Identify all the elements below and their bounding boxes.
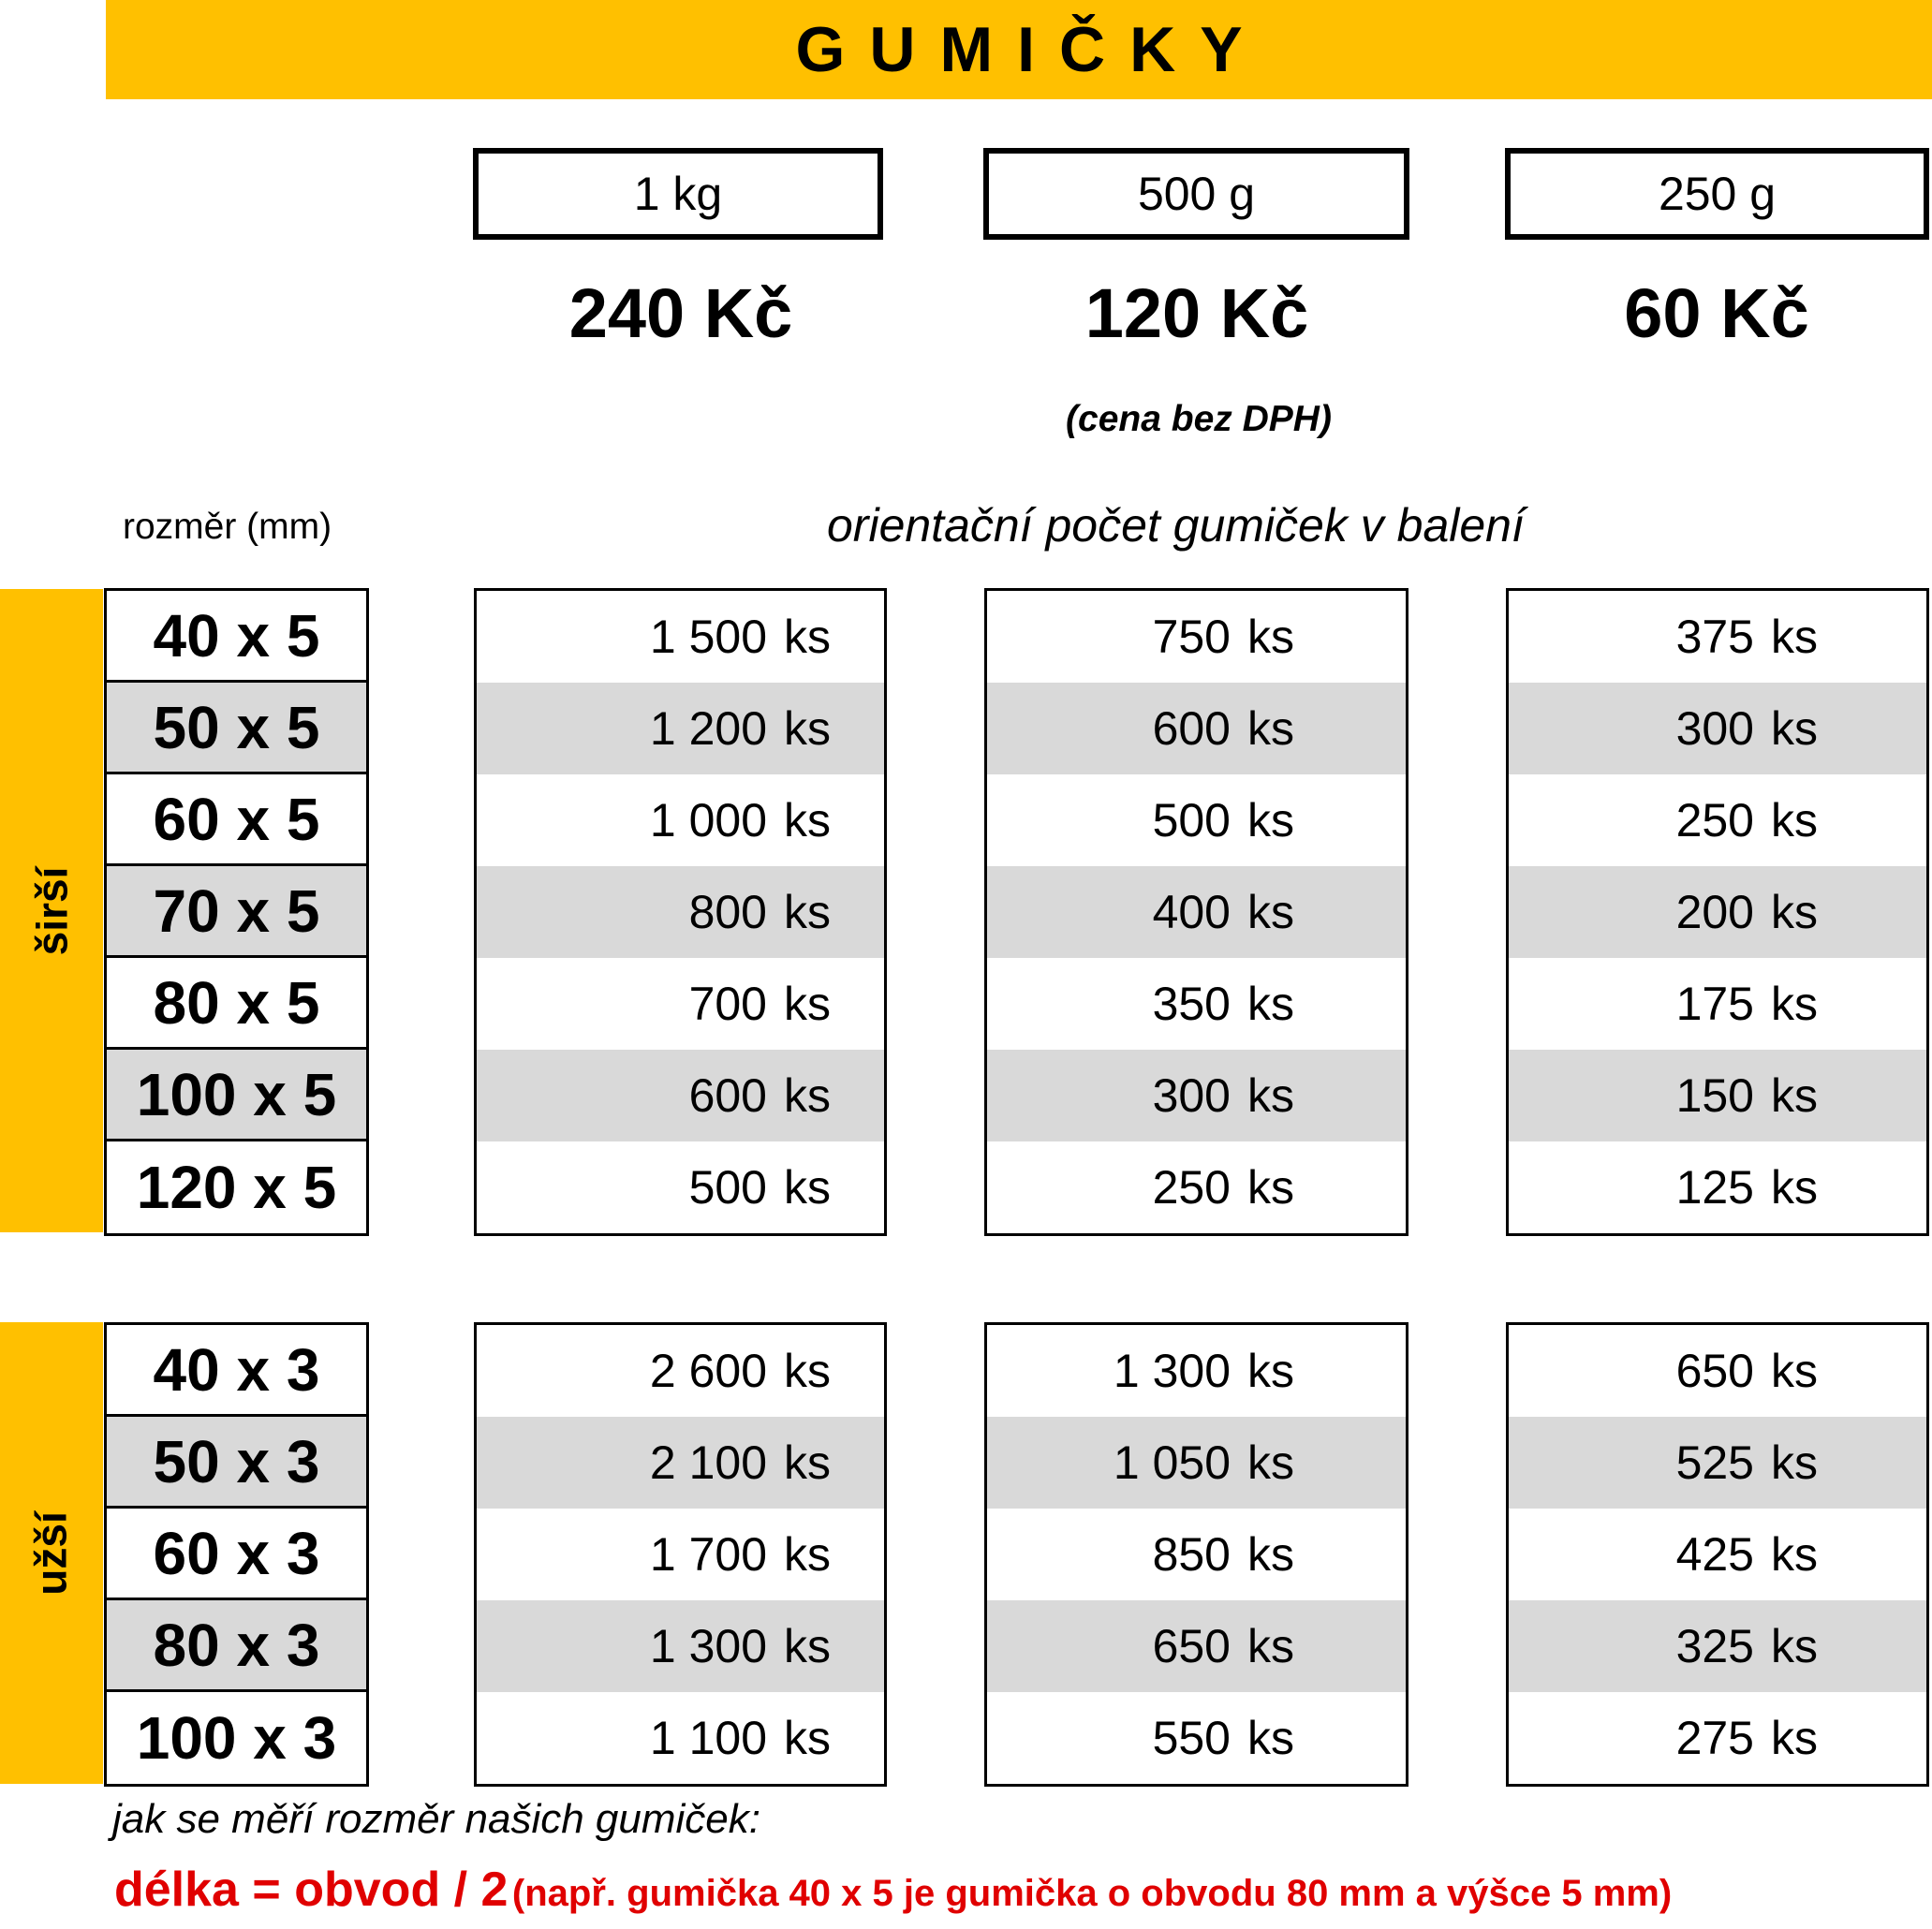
count-unit: ks <box>1771 794 1818 847</box>
count-unit: ks <box>1771 886 1818 938</box>
count-unit: ks <box>1247 1069 1294 1122</box>
count-value: 1 050 <box>1113 1436 1231 1489</box>
count-unit: ks <box>1247 1345 1294 1397</box>
count-unit: ks <box>1771 611 1818 663</box>
package-weight: 1 kg <box>633 168 723 220</box>
count-cell <box>1509 958 1926 1050</box>
count-unit: ks <box>1247 1712 1294 1764</box>
count-unit: ks <box>784 794 831 847</box>
package-weight: 500 g <box>1137 168 1256 220</box>
package-1kg-box <box>473 148 883 240</box>
count-cell <box>477 1141 884 1233</box>
price-500g: 120 Kč <box>1084 274 1309 352</box>
size-cell: 100 x 5 <box>107 1050 366 1141</box>
count-cell <box>1509 1509 1926 1600</box>
count-cell <box>1509 1600 1926 1692</box>
count-unit: ks <box>784 886 831 938</box>
count-value: 300 <box>1152 1069 1231 1122</box>
package-weight: 250 g <box>1658 168 1777 220</box>
price-250g: 60 Kč <box>1624 274 1809 352</box>
package-500g-box <box>983 148 1409 240</box>
count-value: 650 <box>1675 1345 1754 1397</box>
count-unit: ks <box>1247 611 1294 663</box>
size-cell: 70 x 5 <box>107 866 366 958</box>
count-value: 525 <box>1675 1436 1754 1489</box>
count-value: 300 <box>1675 702 1754 755</box>
count-unit: ks <box>784 1161 831 1214</box>
count-value: 250 <box>1152 1161 1231 1214</box>
size-column-wider <box>104 588 369 1236</box>
group-name: užší <box>27 1510 76 1596</box>
group-label-wider <box>0 589 103 1232</box>
count-unit: ks <box>1771 1712 1818 1764</box>
count-unit: ks <box>1247 794 1294 847</box>
count-cell <box>987 1325 1406 1417</box>
count-cell <box>987 958 1406 1050</box>
count-cell <box>987 866 1406 958</box>
count-cell <box>477 1325 884 1417</box>
footer-formula: délka = obvod / 2 <box>114 1863 509 1917</box>
count-cell <box>477 1050 884 1141</box>
count-unit: ks <box>1771 1620 1818 1672</box>
count-cell <box>1509 1141 1926 1233</box>
count-value: 600 <box>688 1069 767 1122</box>
count-value: 1 000 <box>649 794 767 847</box>
count-cell <box>1509 1692 1926 1784</box>
package-250g-box <box>1505 148 1929 240</box>
count-unit: ks <box>1247 1161 1294 1214</box>
count-unit: ks <box>1771 702 1818 755</box>
title-banner <box>106 0 1932 99</box>
count-unit: ks <box>784 1528 831 1581</box>
count-value: 150 <box>1675 1069 1754 1122</box>
count-value: 425 <box>1675 1528 1754 1581</box>
count-cell <box>987 683 1406 774</box>
count-unit: ks <box>1247 1436 1294 1489</box>
count-cell <box>1509 774 1926 866</box>
size-column-narrower <box>104 1322 369 1787</box>
count-unit: ks <box>784 611 831 663</box>
count-value: 750 <box>1152 611 1231 663</box>
count-cell <box>1509 1050 1926 1141</box>
size-cell: 80 x 5 <box>107 958 366 1050</box>
count-value: 500 <box>688 1161 767 1214</box>
count-cell <box>1509 683 1926 774</box>
count-value: 1 200 <box>649 702 767 755</box>
count-unit: ks <box>1771 1436 1818 1489</box>
count-unit: ks <box>1771 1345 1818 1397</box>
count-cell <box>1509 866 1926 958</box>
count-cell <box>987 1141 1406 1233</box>
count-unit: ks <box>784 1712 831 1764</box>
count-value: 600 <box>1152 702 1231 755</box>
count-cell <box>477 591 884 683</box>
count-value: 2 100 <box>649 1436 767 1489</box>
count-value: 500 <box>1152 794 1231 847</box>
count-unit: ks <box>1771 1069 1818 1122</box>
count-cell <box>987 591 1406 683</box>
count-column-label: orientační počet gumiček v balení <box>827 499 1525 552</box>
count-cell <box>987 1417 1406 1509</box>
page-title: GUMIČKY <box>795 14 1267 85</box>
count-column-500g-wider <box>984 588 1408 1236</box>
size-column-label: rozměr (mm) <box>123 507 332 547</box>
count-unit: ks <box>784 1069 831 1122</box>
count-unit: ks <box>784 1436 831 1489</box>
count-cell <box>987 1692 1406 1784</box>
count-value: 1 500 <box>649 611 767 663</box>
count-unit: ks <box>784 1345 831 1397</box>
price-1kg: 240 Kč <box>568 274 793 352</box>
count-cell <box>477 1692 884 1784</box>
size-cell: 50 x 3 <box>107 1417 366 1509</box>
count-unit: ks <box>1771 1528 1818 1581</box>
count-value: 400 <box>1152 886 1231 938</box>
count-value: 800 <box>688 886 767 938</box>
count-value: 325 <box>1675 1620 1754 1672</box>
count-value: 350 <box>1152 978 1231 1030</box>
count-cell <box>477 774 884 866</box>
count-value: 550 <box>1152 1712 1231 1764</box>
count-value: 1 300 <box>649 1620 767 1672</box>
count-column-1kg-wider <box>474 588 887 1236</box>
count-cell <box>1509 591 1926 683</box>
size-cell: 100 x 3 <box>136 1704 337 1772</box>
group-name: širší <box>26 866 76 955</box>
count-unit: ks <box>1247 1620 1294 1672</box>
count-column-250g-wider <box>1506 588 1929 1236</box>
count-cell <box>477 1600 884 1692</box>
count-cell <box>987 1600 1406 1692</box>
count-value: 375 <box>1675 611 1754 663</box>
count-cell <box>987 774 1406 866</box>
count-value: 1 100 <box>649 1712 767 1764</box>
count-cell <box>1509 1325 1926 1417</box>
size-cell: 40 x 3 <box>107 1325 366 1417</box>
group-label-narrower <box>0 1322 103 1784</box>
count-cell <box>987 1509 1406 1600</box>
count-cell <box>987 1050 1406 1141</box>
count-value: 850 <box>1152 1528 1231 1581</box>
count-value: 650 <box>1152 1620 1231 1672</box>
count-value: 2 600 <box>649 1345 767 1397</box>
count-column-1kg-narrower <box>474 1322 887 1787</box>
count-unit: ks <box>784 702 831 755</box>
count-value: 700 <box>688 978 767 1030</box>
footer-formula-line <box>114 1862 1672 1918</box>
count-column-250g-narrower <box>1506 1322 1929 1787</box>
count-unit: ks <box>784 1620 831 1672</box>
size-cell: 60 x 3 <box>107 1509 366 1600</box>
count-cell <box>1509 1417 1926 1509</box>
count-cell <box>477 1417 884 1509</box>
count-unit: ks <box>1771 1161 1818 1214</box>
size-cell: 120 x 5 <box>136 1154 337 1221</box>
count-unit: ks <box>1247 1528 1294 1581</box>
count-column-500g-narrower <box>984 1322 1408 1787</box>
count-cell <box>477 866 884 958</box>
count-value: 1 700 <box>649 1528 767 1581</box>
count-unit: ks <box>1771 978 1818 1030</box>
size-cell: 50 x 5 <box>107 683 366 774</box>
count-unit: ks <box>1247 978 1294 1030</box>
count-unit: ks <box>1247 886 1294 938</box>
count-value: 125 <box>1675 1161 1754 1214</box>
price-note: (cena bez DPH) <box>1066 399 1332 439</box>
count-value: 200 <box>1675 886 1754 938</box>
size-cell: 80 x 3 <box>107 1600 366 1692</box>
count-cell <box>477 683 884 774</box>
count-value: 250 <box>1675 794 1754 847</box>
footer-example: (např. gumička 40 x 5 je gumička o obvodu 80 mm a výšce 5 mm) <box>511 1873 1673 1914</box>
count-value: 175 <box>1675 978 1754 1030</box>
size-cell: 40 x 5 <box>107 591 366 683</box>
size-cell: 60 x 5 <box>107 774 366 866</box>
count-unit: ks <box>1247 702 1294 755</box>
footer-measure-note: jak se měří rozměr našich gumiček: <box>112 1796 760 1842</box>
count-unit: ks <box>784 978 831 1030</box>
count-cell <box>477 958 884 1050</box>
count-value: 1 300 <box>1113 1345 1231 1397</box>
count-value: 275 <box>1675 1712 1754 1764</box>
count-cell <box>477 1509 884 1600</box>
